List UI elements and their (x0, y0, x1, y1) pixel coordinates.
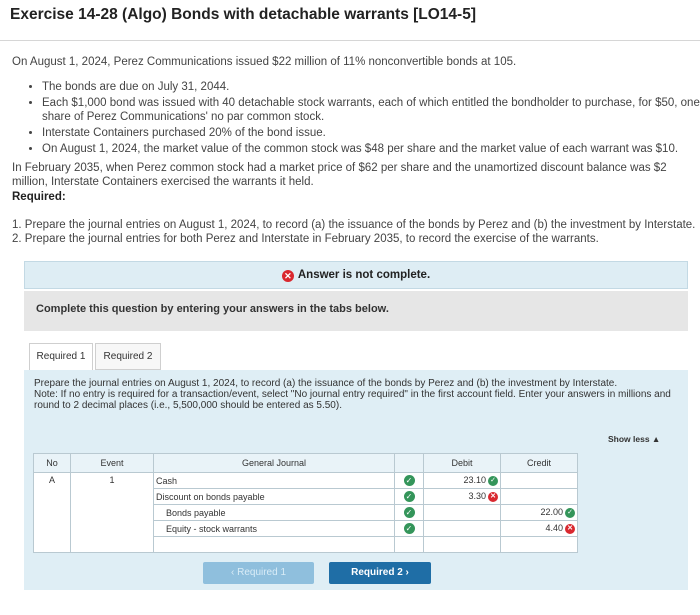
correct-check-icon: ✓ (404, 507, 415, 518)
table-header-row (34, 454, 578, 473)
check-cell (395, 489, 424, 505)
check-cell (395, 537, 424, 553)
tab-required-1[interactable]: Required 1 (29, 343, 93, 371)
col-credit: Credit (501, 454, 578, 473)
correct-check-icon: ✓ (404, 491, 415, 502)
correct-check-icon: ✓ (404, 475, 415, 486)
entry-no: A (34, 473, 71, 553)
scenario-paragraph: In February 2035, when Perez common stock had a market price of $62 per share and the unamortized discount balance was $2 million, Interstate Containers exercised the warrants it held. (12, 162, 667, 188)
debit-field[interactable]: 3.30 ✕ (424, 489, 501, 505)
status-text: Answer is not complete. (297, 269, 431, 281)
intro-text: On August 1, 2024, Perez Communications issued $22 million of 11% nonconvertible bonds at 105. (12, 56, 517, 68)
question-panel (24, 370, 688, 590)
account-field[interactable]: Discount on bonds payable (154, 489, 395, 505)
next-required-button[interactable]: Required 2 › (329, 562, 431, 584)
debit-field[interactable] (424, 537, 501, 553)
required-label: Required: (12, 191, 66, 203)
show-less-link[interactable]: Show less ▲ (608, 434, 661, 444)
fact-item: • The bonds are due on July 31, 2044. (42, 80, 700, 94)
check-cell (395, 505, 424, 521)
credit-field[interactable]: 4.40 ✕ (501, 521, 578, 537)
task-list (12, 218, 700, 246)
credit-field[interactable] (501, 473, 578, 489)
col-account: General Journal (154, 454, 395, 473)
account-field[interactable] (154, 537, 395, 553)
incorrect-x-icon: ✕ (565, 524, 575, 534)
correct-check-icon: ✓ (404, 523, 415, 534)
entry-event: 1 (71, 473, 154, 553)
fact-item: • Interstate Containers purchased 20% of the bond issue. (42, 126, 700, 140)
title-divider (0, 40, 700, 41)
col-debit: Debit (424, 454, 501, 473)
debit-field[interactable] (424, 521, 501, 537)
instruction-box (24, 291, 688, 331)
col-no: No (34, 454, 71, 473)
error-icon: ✕ (282, 270, 294, 282)
prev-required-button[interactable]: ‹ Required 1 (203, 562, 314, 584)
correct-check-icon: ✓ (565, 508, 575, 518)
debit-field[interactable] (424, 505, 501, 521)
journal-table (33, 453, 578, 553)
credit-field[interactable]: 22.00 ✓ (501, 505, 578, 521)
account-field[interactable]: Cash (154, 473, 395, 489)
panel-instructions (34, 378, 674, 411)
correct-check-icon: ✓ (488, 476, 498, 486)
credit-field[interactable] (501, 537, 578, 553)
instruction-text: Complete this question by entering your answers in the tabs below. (36, 303, 389, 315)
check-cell (395, 473, 424, 489)
task-item: 2. Prepare the journal entries for both Perez and Interstate in February 2035, to record the exercise of the warrants. (12, 233, 599, 245)
account-field[interactable]: Bonds payable (154, 505, 395, 521)
account-field[interactable]: Equity - stock warrants (154, 521, 395, 537)
facts-list (24, 80, 700, 158)
table-row (34, 473, 578, 489)
panel-note: Note: If no entry is required for a transaction/event, select "No journal entry required" in the first account field. Enter your answers in millions and round to 2 decimal places (i.e., 5,500,000 should be entered as 5.50). (34, 389, 671, 411)
fact-item: • Each $1,000 bond was issued with 40 detachable stock warrants, each of which entitled the bondholder to purchase, for $50, one share of Perez Communications' no par common stock. (42, 96, 700, 124)
status-banner (24, 261, 688, 289)
credit-field[interactable] (501, 489, 578, 505)
fact-item: • On August 1, 2024, the market value of the common stock was $48 per share and the market value of each warrant was $10. (42, 142, 700, 156)
check-cell (395, 521, 424, 537)
task-item: 1. Prepare the journal entries on August 1, 2024, to record (a) the issuance of the bonds by Perez and (b) the investment by Interstate. (12, 219, 696, 231)
col-event: Event (71, 454, 154, 473)
incorrect-x-icon: ✕ (488, 492, 498, 502)
debit-field[interactable]: 23.10 ✓ (424, 473, 501, 489)
col-check (395, 454, 424, 473)
tab-required-2[interactable]: Required 2 (95, 343, 161, 370)
panel-prompt: Prepare the journal entries on August 1, 2024, to record (a) the issuance of the bonds by Perez and (b) the investment by Interstate. (34, 378, 618, 389)
exercise-title: Exercise 14-28 (Algo) Bonds with detachable warrants [LO14-5] (10, 6, 476, 23)
